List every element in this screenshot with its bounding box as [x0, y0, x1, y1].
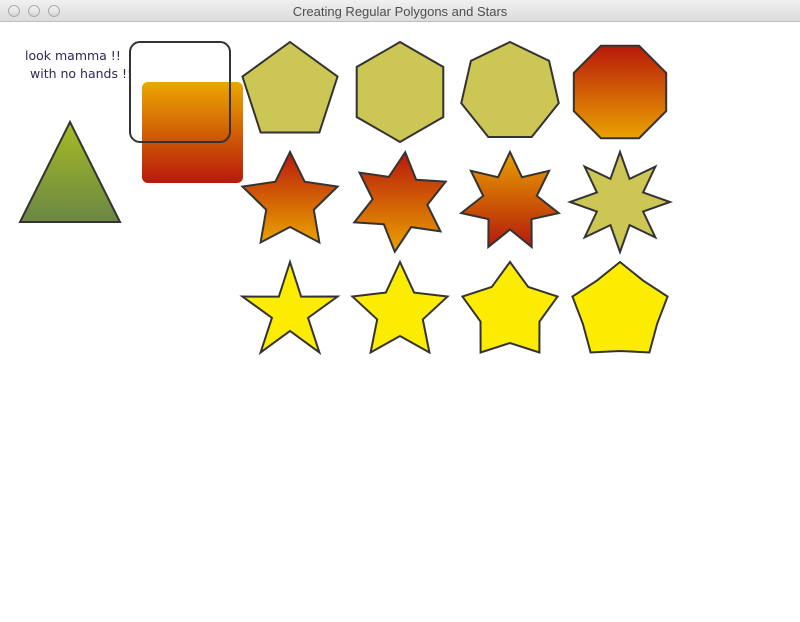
star-5-round [572, 262, 667, 352]
gradient-square [142, 82, 243, 183]
caption-line-1: look mamma !! [25, 48, 121, 63]
gradient-triangle [20, 122, 120, 222]
star-5-fat [462, 262, 557, 352]
star-5-thin [242, 262, 337, 352]
caption-line-2: with no hands !! [30, 66, 132, 81]
drawing-canvas [0, 22, 800, 622]
star-5-medium [352, 262, 447, 352]
heptagon [461, 42, 559, 137]
octagon [574, 46, 666, 138]
hexagon [357, 42, 444, 142]
title-bar[interactable] [0, 0, 800, 22]
pentagon [242, 42, 337, 132]
star-5 [242, 152, 337, 242]
star-7 [461, 152, 559, 247]
star-8 [570, 152, 670, 252]
window-title: Creating Regular Polygons and Stars [292, 4, 508, 19]
star-6 [354, 152, 445, 251]
